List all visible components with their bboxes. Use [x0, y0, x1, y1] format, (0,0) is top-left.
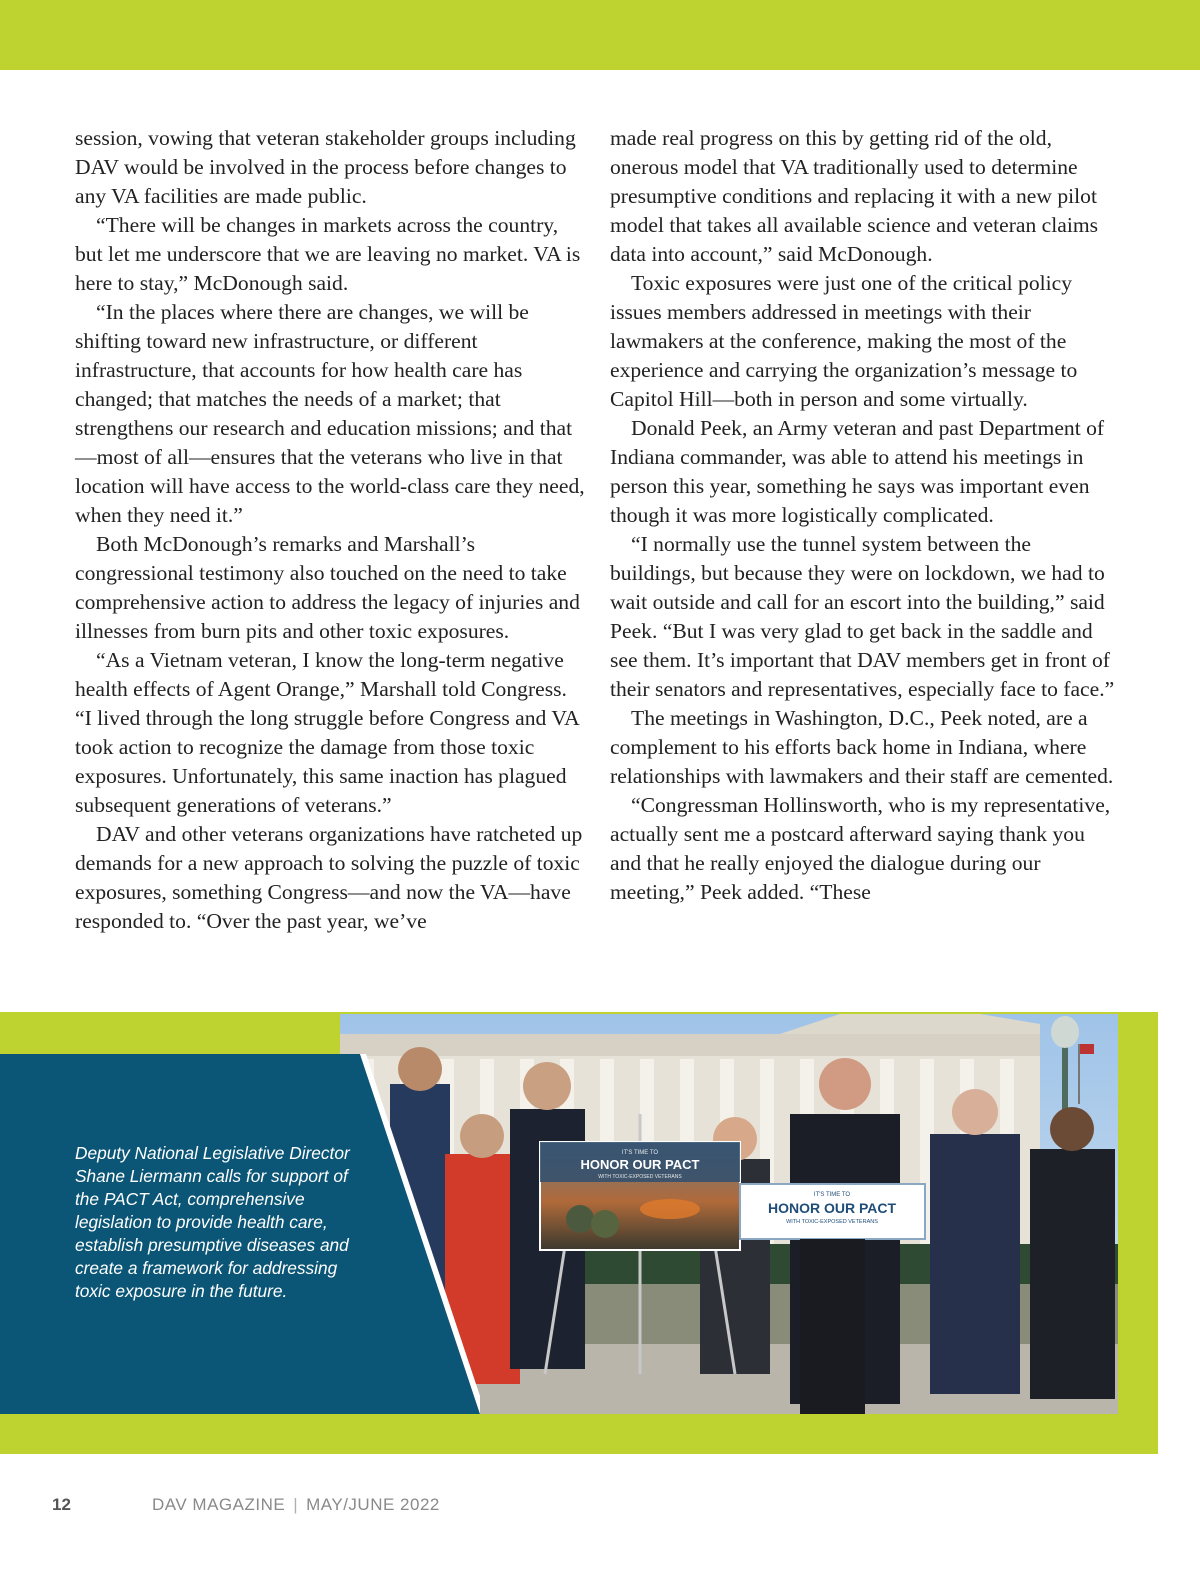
paragraph: “Congressman Hollinsworth, who is my representative, actually sent me a postcard afterward saying thank you and that he really enjoyed the dialogue during our meeting,” Peek added. “These	[610, 793, 1111, 904]
paragraph: DAV and other veterans organizations have ratcheted up demands for a new approach to solving the puzzle of toxic exposures, something Congress—and now the VA—have responded to. “Over the past year, we’ve	[75, 822, 583, 933]
footer-publication	[152, 1495, 440, 1515]
paragraph: session, vowing that veteran stakeholder groups including DAV would be involved in the process before changes to any VA facilities are made public.	[75, 126, 576, 208]
paragraph: “As a Vietnam veteran, I know the long-term negative health effects of Agent Orange,” Marshall told Congress. “I lived through the long struggle before Congress and VA took action to recognize the damage from those toxic exposures. Unfortunately, this same inaction has plagued subsequent generations of veterans.”	[75, 648, 579, 817]
top-accent-band	[0, 0, 1200, 70]
paragraph: “In the places where there are changes, we will be shifting toward new infrastructure, or different infrastructure, that accounts for how health care has changed; that matches the needs of a market; that strengthens our research and education missions; and that—most of all—ensures that the veterans who live in that location will have access to the world-class care they need, when they need it.”	[75, 300, 585, 527]
paragraph: made real progress on this by getting rid of the old, onerous model that VA traditionally used to determine presumptive conditions and replacing it with a new pilot model that takes all available science and veteran claims data into account,” said McDonough.	[610, 126, 1099, 266]
podium-kicker: IT'S TIME TO	[813, 1192, 851, 1198]
photo-caption: Deputy National Legislative Director Shane Liermann calls for support of the PACT Act, comprehensive legislation to provide health care, establish presumptive diseases and create a framework for addressing toxic exposure in the future.	[75, 1143, 350, 1301]
page-number: 12	[52, 1495, 71, 1514]
article-column-right	[610, 124, 1120, 907]
poster-kicker: IT'S TIME TO	[621, 1150, 659, 1156]
issue-date: MAY/JUNE 2022	[306, 1495, 440, 1514]
magazine-name: DAV MAGAZINE	[152, 1495, 286, 1514]
paragraph: Donald Peek, an Army veteran and past Department of Indiana commander, was able to attend his meetings in person this year, something he says was important even though it was more logistically complicated.	[610, 416, 1105, 527]
poster-subtitle: WITH TOXIC-EXPOSED VETERANS	[598, 1174, 682, 1180]
paragraph: The meetings in Washington, D.C., Peek noted, are a complement to his efforts back home in Indiana, where relationships with lawmakers and their staff are cemented.	[610, 706, 1114, 788]
paragraph: “I normally use the tunnel system between the buildings, but because they were on lockdown, we had to wait outside and call for an escort into the building,” said Peek. “But I was very glad to get back in the saddle and see them. It’s important that DAV members get in front of their senators and representatives, especially face to face.”	[610, 532, 1115, 701]
photo-frame-bottom	[0, 1414, 1158, 1454]
paragraph: Both McDonough’s remarks and Marshall’s congressional testimony also touched on the need to take comprehensive action to address the legacy of injuries and illnesses from burn pits and other toxic exposures.	[75, 532, 580, 643]
paragraph: Toxic exposures were just one of the critical policy issues members addressed in meetings with their lawmakers at the conference, making the most of the experience and carrying the organization’s message to Capitol Hill—both in person and some virtually.	[610, 271, 1078, 411]
article-column-left	[75, 124, 585, 936]
podium-subtitle: WITH TOXIC-EXPOSED VETERANS	[786, 1219, 878, 1225]
footer-separator: |	[293, 1495, 299, 1514]
podium-title: HONOR OUR PACT	[767, 1200, 897, 1216]
poster-title: HONOR OUR PACT	[580, 1157, 700, 1172]
paragraph: “There will be changes in markets across the country, but let me underscore that we are leaving no market. VA is here to stay,” McDonough said.	[75, 213, 581, 295]
photo-frame-right	[1118, 1012, 1158, 1454]
honor-our-pact-poster	[540, 1142, 740, 1250]
